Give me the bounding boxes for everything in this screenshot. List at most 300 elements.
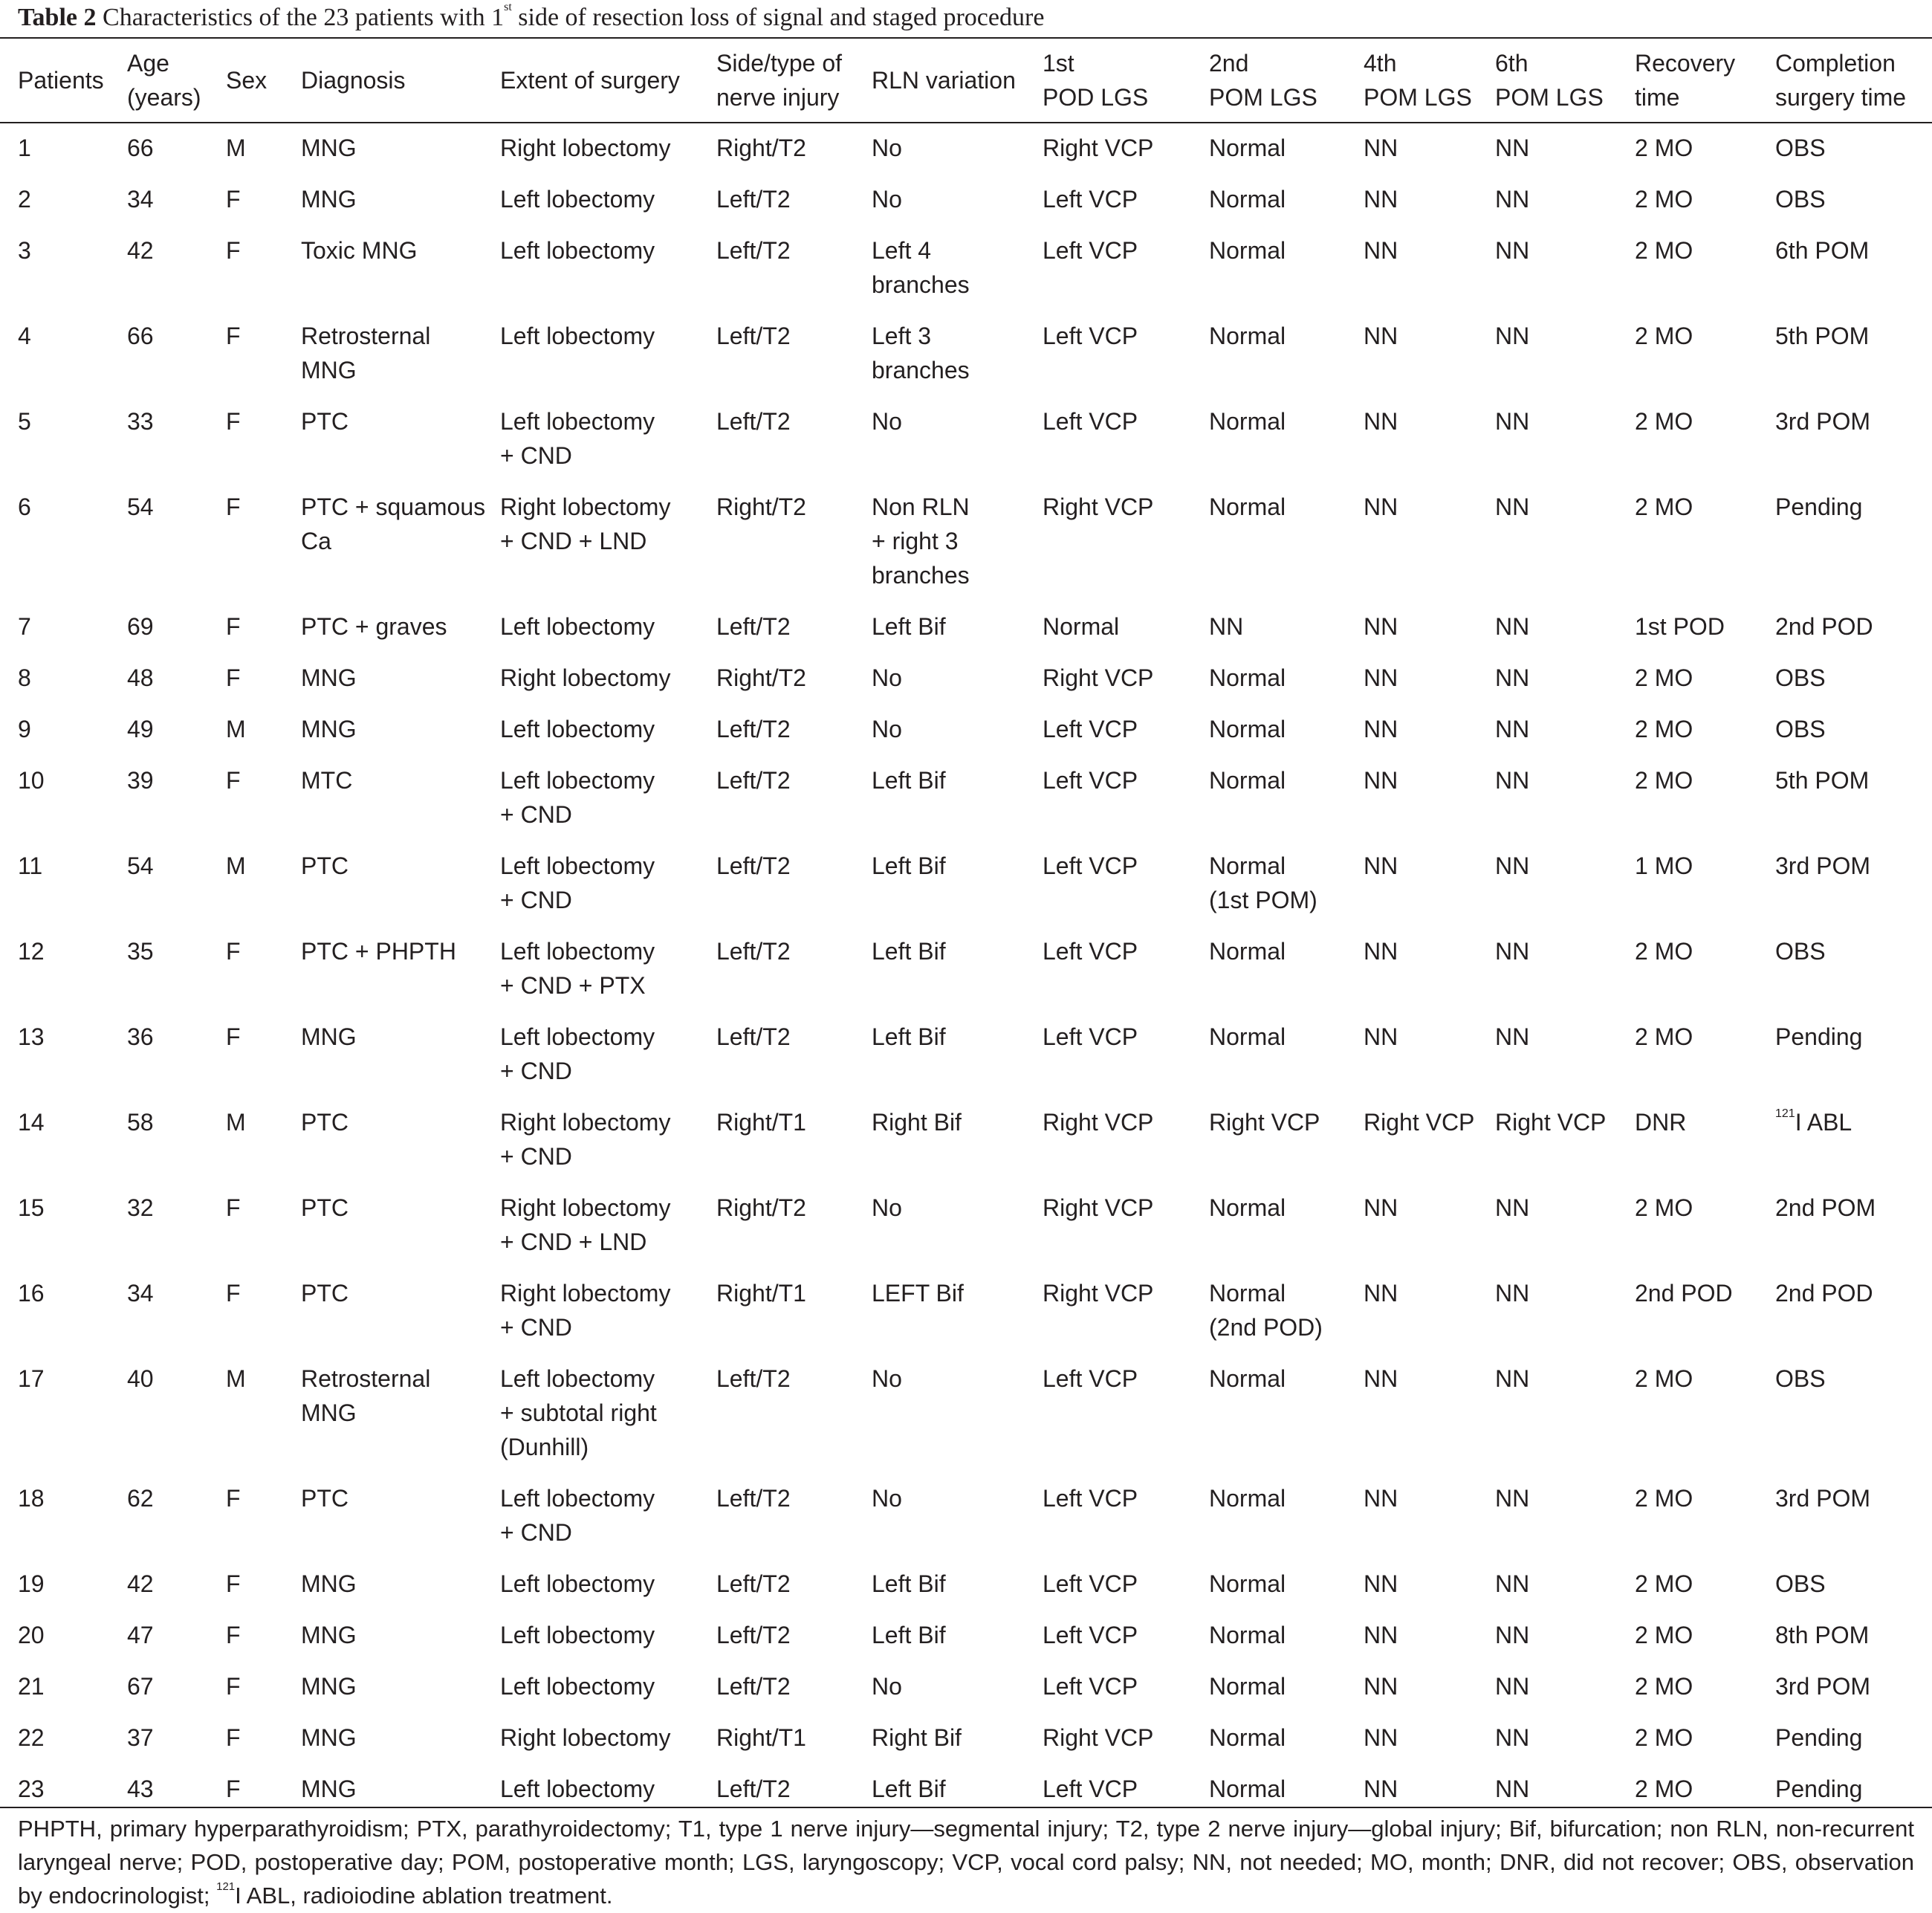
table-row	[0, 763, 1932, 849]
table-cell: M	[226, 1365, 246, 1392]
table-cell: NN	[1364, 493, 1398, 520]
table-cell: 54	[127, 852, 154, 879]
table-cell: Pending	[1775, 1724, 1863, 1751]
table-cell: Left lobectomy + CND	[500, 1023, 655, 1084]
table-cell: OBS	[1775, 1365, 1826, 1392]
table-cell: No	[872, 664, 902, 691]
table-cell: 1st POD	[1635, 613, 1725, 640]
table-cell: MNG	[301, 1673, 357, 1700]
table-cell: PTC + squamous Ca	[301, 493, 486, 554]
table-cell: PTC + graves	[301, 613, 447, 640]
table-cell: NN	[1495, 1365, 1530, 1392]
table-cell: F	[226, 1622, 241, 1648]
patients-table	[0, 131, 1932, 1823]
table-row	[0, 182, 1932, 233]
table-row	[0, 1191, 1932, 1276]
table-cell: NN	[1364, 1023, 1398, 1050]
table-cell: 32	[127, 1194, 154, 1221]
table-cell: PTC	[301, 408, 349, 435]
table-cell: OBS	[1775, 135, 1826, 161]
table-cell: No	[872, 186, 902, 213]
table-cell: 2 MO	[1635, 716, 1693, 742]
table-cell: Normal	[1209, 186, 1286, 213]
table-cell: No	[872, 408, 902, 435]
table-cell: F	[226, 1673, 241, 1700]
table-row	[0, 490, 1932, 609]
table-cell: Right VCP	[1043, 1724, 1154, 1751]
table-cell: NN	[1495, 767, 1530, 794]
table-cell: Left lobectomy + CND	[500, 1485, 655, 1546]
table-cell: NN	[1364, 767, 1398, 794]
table-cell: 5th POM	[1775, 323, 1870, 349]
table-cell: 54	[127, 493, 154, 520]
table-cell: Right lobectomy	[500, 135, 671, 161]
table-cell: F	[226, 408, 241, 435]
table-cell: Left Bif	[872, 1570, 946, 1597]
table-cell: Left/T2	[716, 767, 791, 794]
table-cell: Left VCP	[1043, 1776, 1138, 1802]
column-header: Side/type of nerve injury	[716, 50, 842, 111]
table-cell: 2 MO	[1635, 1673, 1693, 1700]
footnote-superscript: 121	[216, 1880, 236, 1893]
table-cell: 17	[18, 1365, 45, 1392]
table-cell: Normal	[1209, 135, 1286, 161]
table-cell: Right lobectomy	[500, 1724, 671, 1751]
table-cell: F	[226, 1280, 241, 1307]
table-cell: NN	[1364, 1570, 1398, 1597]
table-cell: Pending	[1775, 1023, 1863, 1050]
table-cell: F	[226, 1485, 241, 1512]
column-header: 1st POD LGS	[1043, 50, 1149, 111]
table-cell: Normal	[1209, 1724, 1286, 1751]
table-cell: Left/T2	[716, 1622, 791, 1648]
table-cell: 34	[127, 186, 154, 213]
table-cell: Left Bif	[872, 1622, 946, 1648]
table-cell: 7	[18, 613, 31, 640]
table-row	[0, 849, 1932, 934]
table-cell: Normal	[1209, 1023, 1286, 1050]
table-cell: Left VCP	[1043, 767, 1138, 794]
table-cell: 2 MO	[1635, 135, 1693, 161]
table-cell: Left lobectomy	[500, 1776, 655, 1802]
table-cell: Right lobectomy + CND + LND	[500, 1194, 671, 1255]
table-cell: NN	[1364, 323, 1398, 349]
table-cell: 2nd POD	[1635, 1280, 1733, 1307]
table-row	[0, 233, 1932, 319]
table-cell: 14	[18, 1109, 45, 1136]
table-cell: 58	[127, 1109, 154, 1136]
table-cell: 23	[18, 1776, 45, 1802]
table-cell: F	[226, 664, 241, 691]
table-footnote	[18, 1812, 1914, 1912]
table-cell: NN	[1495, 664, 1530, 691]
table-cell: NN	[1364, 186, 1398, 213]
table-cell: Pending	[1775, 1776, 1863, 1802]
table-cell: NN	[1364, 1622, 1398, 1648]
table-cell: Normal (2nd POD)	[1209, 1280, 1323, 1341]
table-cell: NN	[1495, 323, 1530, 349]
table-cell: Right/T2	[716, 1194, 806, 1221]
table-cell: 6	[18, 493, 31, 520]
table-cell: F	[226, 323, 241, 349]
table-cell: 3rd POM	[1775, 852, 1871, 879]
table-cell: Left VCP	[1043, 1485, 1138, 1512]
table-cell: 5	[18, 408, 31, 435]
table-cell: 2 MO	[1635, 938, 1693, 965]
table-cell: 2nd POM	[1775, 1194, 1876, 1221]
table-cell: 8	[18, 664, 31, 691]
table-cell: Right VCP	[1364, 1109, 1475, 1136]
table-cell: MNG	[301, 716, 357, 742]
table-cell: F	[226, 237, 241, 264]
table-cell: Left lobectomy + subtotal right (Dunhill)	[500, 1365, 657, 1460]
table-cell: NN	[1495, 1023, 1530, 1050]
table-row	[0, 712, 1932, 763]
table-cell: 2 MO	[1635, 408, 1693, 435]
caption-superscript: st	[504, 1, 512, 13]
table-cell: NN	[1364, 408, 1398, 435]
table-cell: OBS	[1775, 186, 1826, 213]
table-cell: 67	[127, 1673, 154, 1700]
table-cell: NN	[1364, 237, 1398, 264]
table-cell: Normal (1st POM)	[1209, 852, 1317, 913]
table-cell: PTC	[301, 1485, 349, 1512]
table-cell: 2 MO	[1635, 323, 1693, 349]
table-cell: 40	[127, 1365, 154, 1392]
table-cell: Left lobectomy	[500, 186, 655, 213]
table-cell: OBS	[1775, 716, 1826, 742]
table-cell: F	[226, 1776, 241, 1802]
table-cell: No	[872, 1673, 902, 1700]
table-cell: Left VCP	[1043, 716, 1138, 742]
column-header: RLN variation	[872, 67, 1016, 94]
caption-text: Characteristics of the 23 patients with 1	[103, 4, 505, 31]
table-cell: Right VCP	[1495, 1109, 1607, 1136]
table-cell: 2 MO	[1635, 1622, 1693, 1648]
table-cell: Left/T2	[716, 186, 791, 213]
table-cell: NN	[1364, 135, 1398, 161]
table-cell: Right/T2	[716, 664, 806, 691]
table-cell: 2 MO	[1635, 1023, 1693, 1050]
table-header	[0, 42, 1932, 122]
table-row	[0, 131, 1932, 182]
column-header: Recovery time	[1635, 50, 1736, 111]
table-cell: Normal	[1209, 408, 1286, 435]
table-cell: Left 3 branches	[872, 323, 970, 383]
table-cell: PTC	[301, 1194, 349, 1221]
table-cell: Right lobectomy + CND	[500, 1109, 671, 1170]
table-cell: 16	[18, 1280, 45, 1307]
table-cell: MNG	[301, 1724, 357, 1751]
table-cell: Left VCP	[1043, 408, 1138, 435]
table-cell: Left/T2	[716, 938, 791, 965]
table-cell: $^{121}$I ABL	[1775, 1107, 1852, 1136]
caption-text-rest: side of resection loss of signal and staged procedure	[511, 4, 1045, 31]
table-cell: Left VCP	[1043, 852, 1138, 879]
table-row	[0, 319, 1932, 404]
table-row	[0, 1481, 1932, 1567]
table-cell: Non RLN + right 3 branches	[872, 493, 970, 589]
table-cell: NN	[1495, 716, 1530, 742]
table-row	[0, 609, 1932, 661]
table-cell: Left Bif	[872, 938, 946, 965]
table-cell: MNG	[301, 1622, 357, 1648]
table-cell: Normal	[1209, 1622, 1286, 1648]
table-cell: 19	[18, 1570, 45, 1597]
table-cell: Left VCP	[1043, 1673, 1138, 1700]
table-cell: 5th POM	[1775, 767, 1870, 794]
table-cell: 1	[18, 135, 31, 161]
column-header: Completion surgery time	[1775, 50, 1907, 111]
table-cell: 2 MO	[1635, 1570, 1693, 1597]
table-cell: 13	[18, 1023, 45, 1050]
table-cell: NN	[1495, 186, 1530, 213]
table-row	[0, 1362, 1932, 1481]
table-cell: Right Bif	[872, 1109, 962, 1136]
table-cell: NN	[1495, 237, 1530, 264]
table-cell: F	[226, 1724, 241, 1751]
footnote-text-rest: I ABL, radioiodine ablation treatment.	[235, 1883, 613, 1909]
table-cell: 10	[18, 767, 45, 794]
table-cell: Right/T2	[716, 493, 806, 520]
table-cell: Normal	[1209, 716, 1286, 742]
table-cell: 33	[127, 408, 154, 435]
table-cell: Left/T2	[716, 1776, 791, 1802]
table-cell: 34	[127, 1280, 154, 1307]
table-cell: 2 MO	[1635, 1776, 1693, 1802]
table-cell: NN	[1495, 1673, 1530, 1700]
table-row	[0, 661, 1932, 712]
table-cell: NN	[1364, 613, 1398, 640]
table-cell: Normal	[1209, 1570, 1286, 1597]
table-cell: F	[226, 186, 241, 213]
table-cell: PTC	[301, 852, 349, 879]
column-header: 2nd POM LGS	[1209, 50, 1317, 111]
table-cell: 43	[127, 1776, 154, 1802]
table-cell: Normal	[1209, 323, 1286, 349]
table-cell: 36	[127, 1023, 154, 1050]
table-row	[0, 1105, 1932, 1191]
table-cell: NN	[1364, 1776, 1398, 1802]
table-cell: NN	[1495, 1280, 1530, 1307]
table-cell: Right VCP	[1043, 135, 1154, 161]
table-cell: NN	[1209, 613, 1244, 640]
table-cell: LEFT Bif	[872, 1280, 964, 1307]
table-cell: MNG	[301, 1570, 357, 1597]
table-cell: Left/T2	[716, 237, 791, 264]
table-cell: NN	[1495, 852, 1530, 879]
table-cell: No	[872, 1194, 902, 1221]
table-cell: Right lobectomy + CND + LND	[500, 493, 671, 554]
table-row	[0, 1721, 1932, 1772]
table-cell: Left/T2	[716, 716, 791, 742]
table-cell: 62	[127, 1485, 154, 1512]
table-cell: Retrosternal MNG	[301, 1365, 431, 1426]
table-row	[0, 1020, 1932, 1105]
table-cell: F	[226, 1023, 241, 1050]
table-cell: F	[226, 493, 241, 520]
table-cell: Left VCP	[1043, 186, 1138, 213]
table-cell: Right VCP	[1043, 664, 1154, 691]
table-cell: PTC	[301, 1280, 349, 1307]
table-cell: MNG	[301, 1023, 357, 1050]
table-cell: Normal	[1209, 1673, 1286, 1700]
column-header: Patients	[18, 67, 104, 94]
table-cell: Normal	[1043, 613, 1120, 640]
table-cell: Left lobectomy	[500, 323, 655, 349]
table-cell: DNR	[1635, 1109, 1687, 1136]
table-cell: Right VCP	[1043, 493, 1154, 520]
table-cell: NN	[1364, 852, 1398, 879]
table-cell: Normal	[1209, 1776, 1286, 1802]
footnote-text: PHPTH, primary hyperparathyroidism; PTX, parathyroidectomy; T1, type 1 nerve injury—segmental injury; T2, type 2 nerve injury—global injury; Bif, bifurcation; non RLN, non-recurrent laryngeal nerve; POD, postoperative day; POM, postoperative month; LGS, laryngoscopy; VCP, vocal cord palsy; NN, not needed; MO, month; DNR, did not recover; OBS, observation by endocrinologist;	[18, 1816, 1914, 1909]
table-cell: F	[226, 1194, 241, 1221]
table-cell: 6th POM	[1775, 237, 1870, 264]
table-cell: No	[872, 716, 902, 742]
table-cell: NN	[1364, 1194, 1398, 1221]
table-cell: Left lobectomy	[500, 1570, 655, 1597]
table-cell: M	[226, 135, 246, 161]
table-cell: NN	[1364, 664, 1398, 691]
table-cell: Normal	[1209, 237, 1286, 264]
bottom-rule	[0, 1807, 1932, 1808]
table-cell: Left lobectomy	[500, 613, 655, 640]
column-header: 4th POM LGS	[1364, 50, 1472, 111]
table-cell: Normal	[1209, 938, 1286, 965]
table-cell: 12	[18, 938, 45, 965]
table-cell: NN	[1364, 1724, 1398, 1751]
table-cell: Right VCP	[1043, 1280, 1154, 1307]
table-row	[0, 1567, 1932, 1618]
table-cell: Left Bif	[872, 1776, 946, 1802]
table-cell: OBS	[1775, 664, 1826, 691]
table-cell: NN	[1364, 1485, 1398, 1512]
table-row	[0, 1669, 1932, 1721]
table-cell: Left/T2	[716, 1365, 791, 1392]
table-cell: Left VCP	[1043, 1023, 1138, 1050]
table-cell: NN	[1495, 493, 1530, 520]
table-cell: Right VCP	[1209, 1109, 1320, 1136]
table-cell: F	[226, 613, 241, 640]
table-cell: 21	[18, 1673, 45, 1700]
table-cell: F	[226, 938, 241, 965]
table-cell: 3rd POM	[1775, 408, 1871, 435]
table-cell: F	[226, 1570, 241, 1597]
table-row	[0, 934, 1932, 1020]
table-cell: OBS	[1775, 1570, 1826, 1597]
top-rule	[0, 37, 1932, 39]
table-cell: 35	[127, 938, 154, 965]
table-cell: Right VCP	[1043, 1109, 1154, 1136]
table-cell: Right/T1	[716, 1280, 806, 1307]
table-cell: NN	[1495, 135, 1530, 161]
table-cell: 42	[127, 1570, 154, 1597]
table-cell: NN	[1495, 408, 1530, 435]
table-cell: Right/T2	[716, 135, 806, 161]
table-cell: Right VCP	[1043, 1194, 1154, 1221]
table-cell: NN	[1495, 1724, 1530, 1751]
table-label: Table 2	[18, 4, 97, 31]
table-cell: 39	[127, 767, 154, 794]
table-cell: 37	[127, 1724, 154, 1751]
table-cell: Normal	[1209, 767, 1286, 794]
table-cell: 15	[18, 1194, 45, 1221]
table-cell: 2	[18, 186, 31, 213]
table-cell: 3	[18, 237, 31, 264]
table-cell: PTC	[301, 1109, 349, 1136]
table-cell: 1 MO	[1635, 852, 1693, 879]
table-cell: NN	[1495, 1776, 1530, 1802]
table-row	[0, 1276, 1932, 1362]
cell-superscript: 121	[1775, 1107, 1795, 1120]
table-cell: NN	[1495, 1622, 1530, 1648]
table-cell: MNG	[301, 1776, 357, 1802]
table-cell: Normal	[1209, 1365, 1286, 1392]
table-cell: Retrosternal MNG	[301, 323, 431, 383]
table-cell: Left/T2	[716, 1673, 791, 1700]
column-header: Age (years)	[127, 50, 201, 111]
table-cell: Left/T2	[716, 1023, 791, 1050]
table-cell: Left 4 branches	[872, 237, 970, 298]
table-cell: Left lobectomy + CND	[500, 852, 655, 913]
table-cell: 42	[127, 237, 154, 264]
table-cell: F	[226, 767, 241, 794]
table-cell: Left lobectomy + CND + PTX	[500, 938, 655, 999]
table-cell: NN	[1495, 1485, 1530, 1512]
table-cell: No	[872, 1365, 902, 1392]
table-cell: NN	[1364, 1673, 1398, 1700]
table-cell: Normal	[1209, 1485, 1286, 1512]
table-cell: Right Bif	[872, 1724, 962, 1751]
table-cell: Left/T2	[716, 408, 791, 435]
table-cell: 2 MO	[1635, 1724, 1693, 1751]
table-cell: Left/T2	[716, 1485, 791, 1512]
table-cell: No	[872, 1485, 902, 1512]
table-cell: 3rd POM	[1775, 1485, 1871, 1512]
column-header: Extent of surgery	[500, 67, 680, 94]
table-cell: 4	[18, 323, 31, 349]
table-cell: Left/T2	[716, 1570, 791, 1597]
table-cell: 49	[127, 716, 154, 742]
table-cell: Right lobectomy	[500, 664, 671, 691]
table-cell: OBS	[1775, 938, 1826, 965]
table-cell: NN	[1495, 1194, 1530, 1221]
table-cell: 2 MO	[1635, 664, 1693, 691]
table-cell: 2 MO	[1635, 237, 1693, 264]
table-cell: 9	[18, 716, 31, 742]
table-cell: 47	[127, 1622, 154, 1648]
table-cell: 66	[127, 323, 154, 349]
table-cell: Right/T1	[716, 1109, 806, 1136]
table-cell: M	[226, 852, 246, 879]
table-cell: 48	[127, 664, 154, 691]
table-caption	[18, 3, 1920, 33]
table-cell: Normal	[1209, 1194, 1286, 1221]
table-cell: Left VCP	[1043, 323, 1138, 349]
table-cell: 2 MO	[1635, 493, 1693, 520]
table-cell: Left lobectomy	[500, 1673, 655, 1700]
table-cell: NN	[1495, 613, 1530, 640]
table-cell: 2 MO	[1635, 1194, 1693, 1221]
column-header: Diagnosis	[301, 67, 406, 94]
table-cell: 3rd POM	[1775, 1673, 1871, 1700]
table-cell: NN	[1364, 938, 1398, 965]
table-cell: NN	[1495, 1570, 1530, 1597]
table-cell: MNG	[301, 186, 357, 213]
table-cell: NN	[1364, 1280, 1398, 1307]
table-cell: 2nd POD	[1775, 613, 1873, 640]
table-cell: Left VCP	[1043, 938, 1138, 965]
